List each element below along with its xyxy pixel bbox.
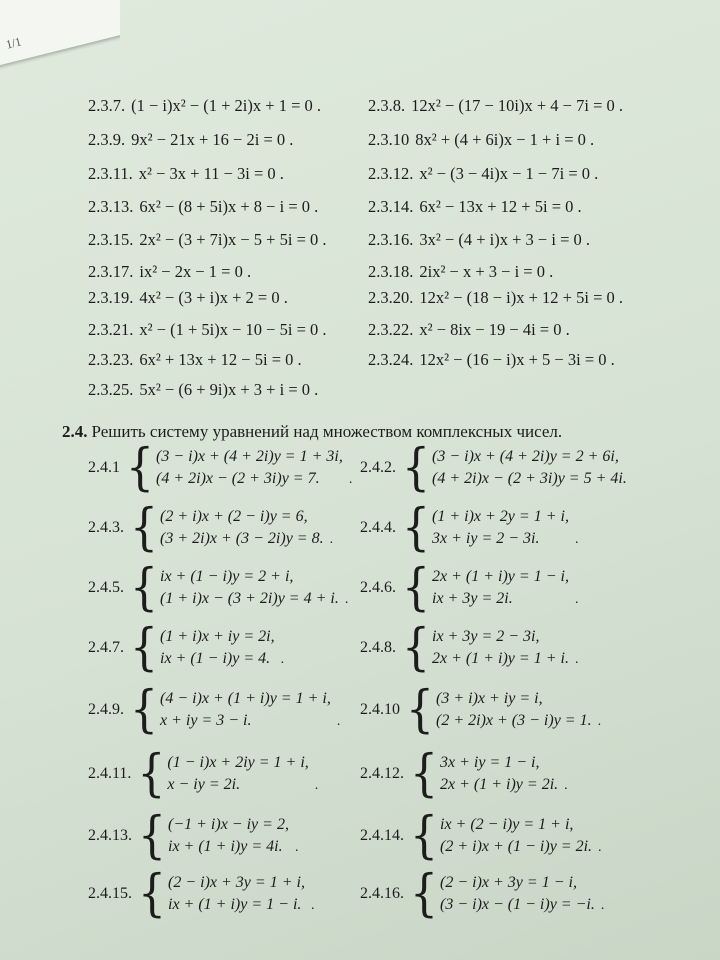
equation: 2.3.12. x² − (3 − 4i)x − 1 − 7i = 0 .	[368, 164, 599, 183]
equation-system: 2.4.3. { (2 + i)x + (2 − i)y = 6, (3 + 2i)x + (3 − 2i)y = 8. .	[88, 498, 334, 557]
brace-icon: {	[410, 806, 438, 865]
equation-system: 2.4.4. { (1 + i)x + 2y = 1 + i, 3x + iy = 2 − 3i. .	[360, 498, 579, 557]
equation-system: 2.4.7. { (1 + i)x + iy = 2i, ix + (1 − i)y = 4. .	[88, 618, 285, 677]
heading-text: Решить систему уравнений над множеством комплексных чисел.	[91, 422, 563, 441]
brace-icon: {	[402, 438, 430, 497]
equation: 2.3.25. 5x² − (6 + 9i)x + 3 + i = 0 .	[88, 380, 319, 399]
equation: 2.3.16. 3x² − (4 + i)x + 3 − i = 0 .	[368, 230, 591, 249]
equation: 2.3.24. 12x² − (16 − i)x + 5 − 3i = 0 .	[368, 350, 615, 369]
equation: 2.3.14. 6x² − 13x + 12 + 5i = 0 .	[368, 197, 582, 216]
brace-icon: {	[138, 806, 166, 865]
heading-number: 2.4.	[62, 422, 88, 441]
equation-system: 2.4.12. { 3x + iy = 1 − i, 2x + (1 + i)y = 2i. .	[360, 744, 568, 803]
brace-icon: {	[130, 618, 158, 677]
equation-system: 2.4.16. { (2 − i)x + 3y = 1 − i, (3 − i)x − (1 − i)y = −i. .	[360, 864, 605, 923]
equation: 2.3.20. 12x² − (18 − i)x + 12 + 5i = 0 .	[368, 288, 624, 307]
equation: 2.3.22. x² − 8ix − 19 − 4i = 0 .	[368, 320, 570, 339]
brace-icon: {	[126, 438, 154, 497]
brace-icon: {	[406, 680, 434, 739]
equation: 2.3.9. 9x² − 21x + 16 − 2i = 0 .	[88, 130, 294, 149]
equation-system: 2.4.10 { (3 + i)x + iy = i, (2 + 2i)x + (3 − i)y = 1. .	[360, 680, 602, 739]
brace-icon: {	[130, 498, 158, 557]
equation: 2.3.7. (1 − i)x² − (1 + 2i)x + 1 = 0 .	[88, 96, 321, 115]
equation: 2.3.11. x² − 3x + 11 − 3i = 0 .	[88, 164, 284, 183]
equation: 2.3.8. 12x² − (17 − 10i)x + 4 − 7i = 0 .	[368, 96, 624, 115]
brace-icon: {	[410, 864, 438, 923]
equation: 2.3.23. 6x² + 13x + 12 − 5i = 0 .	[88, 350, 302, 369]
equation-system: 2.4.6. { 2x + (1 + i)y = 1 − i, ix + 3y = 2i. .	[360, 558, 579, 617]
equation-system: 2.4.11. { (1 − i)x + 2iy = 1 + i, x − iy = 2i. .	[88, 744, 319, 803]
brace-icon: {	[130, 680, 158, 739]
brace-icon: {	[137, 744, 166, 803]
equation: 2.3.18. 2ix² − x + 3 − i = 0 .	[368, 262, 554, 281]
equation: 2.3.17. ix² − 2x − 1 = 0 .	[88, 262, 252, 281]
equation-system: 2.4.14. { ix + (2 − i)y = 1 + i, (2 + i)x + (1 − i)y = 2i. .	[360, 806, 602, 865]
brace-icon: {	[402, 618, 430, 677]
brace-icon: {	[402, 558, 430, 617]
equation: 2.3.13. 6x² − (8 + 5i)x + 8 − i = 0 .	[88, 197, 319, 216]
equation-system: 2.4.8. { ix + 3y = 2 − 3i, 2x + (1 + i)y = 1 + i. .	[360, 618, 579, 677]
equation: 2.3.21. x² − (1 + 5i)x − 10 − 5i = 0 .	[88, 320, 327, 339]
equation: 2.3.15. 2x² − (3 + 7i)x − 5 + 5i = 0 .	[88, 230, 327, 249]
equation: 2.3.10 8x² + (4 + 6i)x − 1 + i = 0 .	[368, 130, 595, 149]
equation: 2.3.19. 4x² − (3 + i)x + 2 = 0 .	[88, 288, 288, 307]
equation-system: 2.4.2. { (3 − i)x + (4 + 2i)y = 2 + 6i, (4 + 2i)x − (2 + 3i)y = 5 + 4i.	[360, 438, 627, 497]
equation-system: 2.4.13. { (−1 + i)x − iy = 2, ix + (1 + i)y = 4i. .	[88, 806, 299, 865]
brace-icon: {	[138, 864, 166, 923]
brace-icon: {	[402, 498, 430, 557]
brace-icon: {	[410, 744, 438, 803]
brace-icon: {	[130, 558, 158, 617]
equation-system: 2.4.5. { ix + (1 − i)y = 2 + i, (1 + i)x − (3 + 2i)y = 4 + i. .	[88, 558, 349, 617]
equation-system: 2.4.15. { (2 − i)x + 3y = 1 + i, ix + (1 + i)y = 1 − i. .	[88, 864, 315, 923]
equation-system: 2.4.9. { (4 − i)x + (1 + i)y = 1 + i, x + iy = 3 − i. .	[88, 680, 341, 739]
corner-mark: 1/1	[4, 34, 23, 52]
paper-corner	[0, 0, 120, 70]
equation-system: 2.4.1 { (3 − i)x + (4 + 2i)y = 1 + 3i, (4 + 2i)x − (2 + 3i)y = 7. .	[88, 438, 353, 497]
